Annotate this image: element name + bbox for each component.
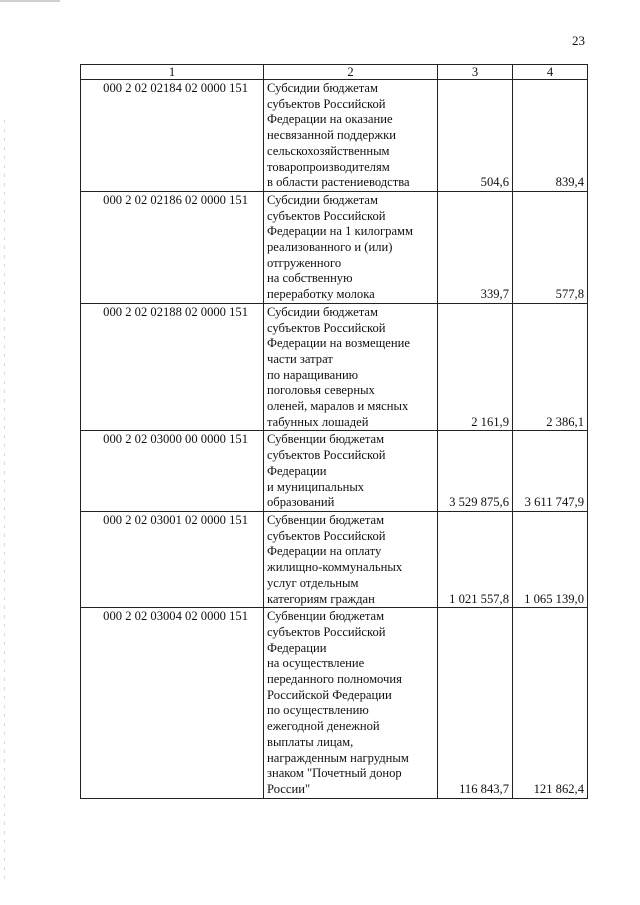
table-header-row [81, 65, 588, 80]
item-name-line: Российской Федерации [267, 687, 392, 702]
item-name-line: Субсидии бюджетам [267, 81, 378, 95]
item-name-line: Субвенции бюджетам [267, 609, 385, 624]
budget-code-cell: 000 2 02 03004 02 0000 151 [81, 608, 264, 798]
budget-code-cell: 000 2 02 02184 02 0000 151 [81, 80, 264, 192]
header-col-1: 1 [81, 65, 264, 80]
item-name-line: категориям граждан [267, 591, 375, 606]
item-name-line: на собственную [267, 271, 353, 286]
item-name-line: отгруженного [267, 255, 342, 270]
item-name-line: поголовья северных [267, 383, 375, 398]
value-col4-cell: 839,4 [513, 80, 588, 192]
item-name-line: Федерации [267, 640, 327, 655]
value-col3-cell: 339,7 [438, 191, 513, 303]
item-name-line: субъектов Российской [267, 528, 386, 543]
item-name-line: Федерации на оказание [267, 112, 393, 127]
item-name-line: в области растениеводства [267, 175, 410, 190]
header-col-4: 4 [513, 65, 588, 80]
budget-table [80, 64, 588, 799]
item-name-line: субъектов Российской [267, 96, 386, 111]
item-name-line: товаропроизводителям [267, 159, 390, 174]
item-name-line: части затрат [267, 351, 333, 366]
table-body [81, 80, 588, 799]
scan-corner-mark [0, 0, 60, 2]
item-name-line: Федерации на оплату [267, 544, 382, 559]
item-name-line: табунных лошадей [267, 414, 369, 429]
item-name-line: несвязанной поддержки [267, 128, 396, 143]
budget-code-cell: 000 2 02 02186 02 0000 151 [81, 191, 264, 303]
item-name-line: на осуществление [267, 656, 365, 671]
value-col4-cell: 1 065 139,0 [513, 511, 588, 607]
item-name-line: переданного полномочия [267, 672, 402, 687]
item-name-cell [264, 303, 438, 431]
item-name-cell [264, 191, 438, 303]
table-row [81, 608, 588, 798]
budget-code-cell: 000 2 02 03000 00 0000 151 [81, 431, 264, 512]
item-name-line: Субвенции бюджетам [267, 512, 385, 527]
table-row [81, 431, 588, 512]
item-name-cell [264, 431, 438, 512]
item-name-line: ежегодной денежной [267, 719, 380, 734]
item-name-line: Субсидии бюджетам [267, 304, 378, 319]
value-col4-cell: 2 386,1 [513, 303, 588, 431]
value-col3-cell: 2 161,9 [438, 303, 513, 431]
item-name-line: субъектов Российской [267, 320, 386, 335]
item-name-line: Федерации на возмещение [267, 336, 410, 351]
item-name-line: знаком "Почетный донор [267, 766, 402, 781]
header-col-3: 3 [438, 65, 513, 80]
value-col3-cell: 1 021 557,8 [438, 511, 513, 607]
page-number: 23 [572, 33, 585, 48]
item-name-line: реализованного и (или) [267, 240, 393, 255]
item-name-line: образований [267, 495, 335, 510]
item-name-line: Федерации на 1 килограмм [267, 224, 413, 239]
item-name-line: сельскохозяйственным [267, 143, 390, 158]
item-name-line: переработку молока [267, 287, 375, 302]
header-col-2: 2 [264, 65, 438, 80]
item-name-line: субъектов Российской [267, 624, 386, 639]
budget-code-cell: 000 2 02 03001 02 0000 151 [81, 511, 264, 607]
item-name-line: субъектов Российской [267, 208, 386, 223]
item-name-line: Федерации [267, 463, 327, 478]
table-row [81, 511, 588, 607]
item-name-line: награжденным нагрудным [267, 750, 409, 765]
item-name-line: оленей, маралов и мясных [267, 399, 409, 414]
item-name-line: услуг отдельным [267, 575, 359, 590]
table-row [81, 191, 588, 303]
item-name-line: и муниципальных [267, 479, 365, 494]
item-name-line: жилищно-коммунальных [267, 560, 403, 575]
item-name-line: субъектов Российской [267, 448, 386, 463]
item-name-line: по наращиванию [267, 367, 359, 382]
value-col4-cell: 3 611 747,9 [513, 431, 588, 512]
table-row [81, 80, 588, 192]
value-col3-cell: 504,6 [438, 80, 513, 192]
item-name-line: Субвенции бюджетам [267, 432, 385, 447]
item-name-line: по осуществлению [267, 703, 369, 718]
item-name-cell [264, 80, 438, 192]
item-name-line: России" [267, 781, 311, 796]
value-col4-cell: 577,8 [513, 191, 588, 303]
scan-edge-artifact [4, 120, 5, 880]
item-name-line: выплаты лицам, [267, 734, 354, 749]
value-col4-cell: 121 862,4 [513, 608, 588, 798]
item-name-cell [264, 511, 438, 607]
item-name-line: Субсидии бюджетам [267, 192, 378, 207]
item-name-cell [264, 608, 438, 798]
table-row [81, 303, 588, 431]
value-col3-cell: 116 843,7 [438, 608, 513, 798]
budget-code-cell: 000 2 02 02188 02 0000 151 [81, 303, 264, 431]
value-col3-cell: 3 529 875,6 [438, 431, 513, 512]
